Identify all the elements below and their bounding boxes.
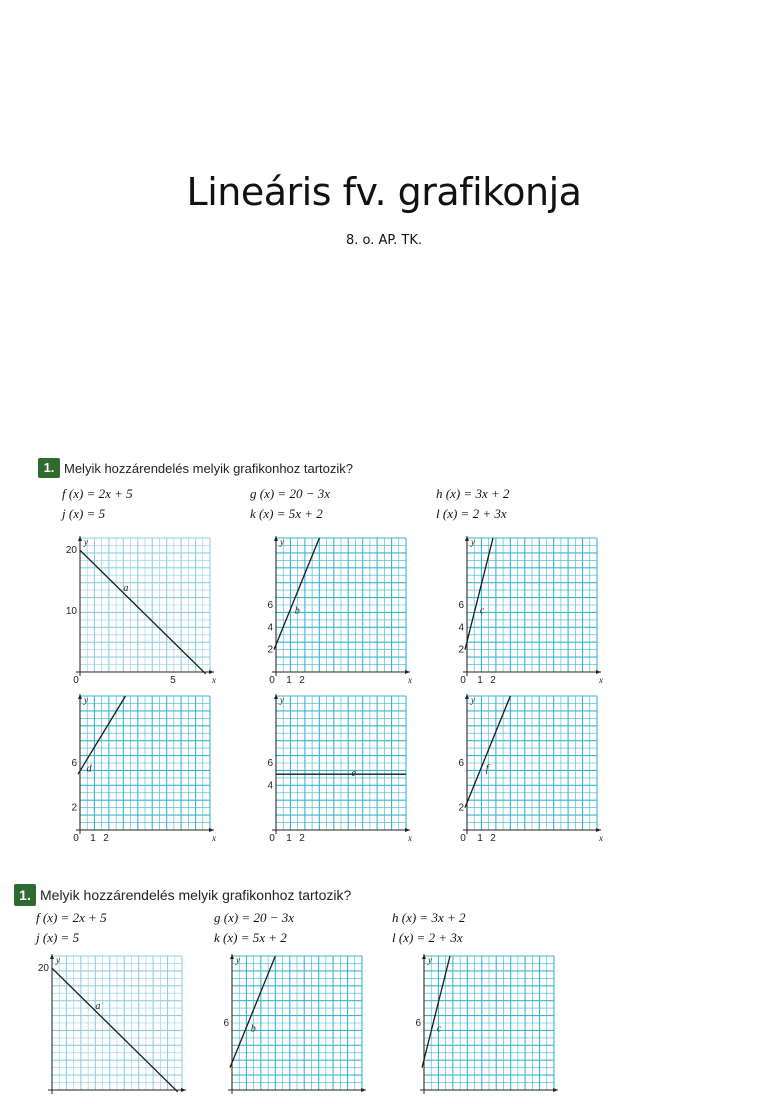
x-tick-label: 2 (299, 833, 305, 844)
y-tick-label: 6 (71, 758, 77, 769)
y-tick-label: 6 (267, 758, 273, 769)
y-axis-label: y (84, 537, 88, 547)
y-tick-label: 4 (267, 622, 273, 634)
x-axis-label: x (408, 675, 412, 685)
graph-a (38, 954, 190, 1104)
exercise-block (38, 458, 618, 853)
y-tick-label: 20 (37, 963, 49, 975)
x-tick-label: 1 (90, 833, 96, 844)
x-tick-label: 1 (286, 675, 292, 686)
graph-line (465, 696, 510, 808)
y-axis-label: y (236, 955, 240, 965)
y-tick-label: 2 (267, 644, 273, 656)
slide-title: Lineáris fv. grafikonja (186, 170, 582, 214)
y-tick-label: 6 (458, 600, 464, 611)
graph-c (410, 954, 562, 1104)
graph-label: c (479, 605, 485, 617)
graph-b (218, 954, 370, 1104)
x-axis-arrow (209, 828, 214, 832)
function-f: f (x) = 2x + 5 (36, 910, 107, 925)
graph-a (66, 536, 218, 686)
x-tick-label: 2 (103, 833, 109, 844)
y-tick-label: 2 (71, 802, 77, 814)
y-tick-label: 2 (458, 644, 464, 656)
y-tick-label: 6 (458, 758, 464, 769)
y-tick-label: 4 (458, 622, 464, 634)
graph-c (453, 536, 605, 686)
graph-label: f (485, 763, 489, 775)
x-tick-label: 0 (460, 833, 466, 844)
graph-label: b (250, 1023, 256, 1035)
x-axis-arrow (596, 828, 601, 832)
y-tick-label: 2 (458, 802, 464, 814)
graph-d (66, 694, 218, 844)
function-h: h (x) = 3x + 2 (436, 486, 510, 501)
y-tick-label: 6 (223, 1018, 229, 1029)
exercise-number: 1. (38, 458, 60, 478)
exercise-header (38, 458, 353, 478)
function-l: l (x) = 2 + 3x (436, 506, 507, 521)
y-axis-label: y (84, 695, 88, 705)
y-axis-label: y (471, 695, 475, 705)
x-axis-arrow (209, 670, 214, 674)
graph-f (453, 694, 605, 844)
y-tick-label: 20 (65, 545, 77, 557)
exercise-header (14, 884, 351, 906)
x-tick-label: 0 (269, 833, 275, 844)
graph-label: c (436, 1023, 442, 1035)
exercise-question: Melyik hozzárendelés melyik grafikonhoz tartozik? (64, 460, 354, 476)
x-axis-arrow (361, 1088, 366, 1092)
function-k: k (x) = 5x + 2 (214, 930, 287, 945)
graph-b (262, 536, 414, 686)
x-axis-label: x (408, 833, 412, 843)
x-axis-arrow (405, 828, 410, 832)
x-axis-arrow (553, 1088, 558, 1092)
x-tick-label: 0 (73, 833, 79, 844)
graph-label: a (95, 1000, 101, 1012)
y-axis-label: y (428, 955, 432, 965)
function-g: g (x) = 20 − 3x (214, 910, 294, 925)
y-tick-label: 6 (415, 1018, 421, 1029)
function-l: l (x) = 2 + 3x (392, 930, 463, 945)
graph-label: d (86, 763, 92, 775)
y-tick-label: 4 (267, 780, 273, 792)
function-f: f (x) = 2x + 5 (62, 486, 133, 501)
graph-e (262, 694, 414, 844)
x-tick-label: 0 (460, 675, 466, 686)
y-axis-label: y (471, 537, 475, 547)
graph-label: b (294, 605, 300, 617)
x-axis-label: x (212, 833, 216, 843)
x-tick-label: 2 (490, 675, 496, 686)
graph-line (274, 538, 319, 650)
x-axis-label: x (599, 833, 603, 843)
exercise-block-repeat (14, 884, 574, 1035)
x-tick-label: 1 (286, 833, 292, 844)
y-axis-label: y (280, 695, 284, 705)
exercise-question: Melyik hozzárendelés melyik grafikonhoz tartozik? (40, 887, 352, 903)
x-tick-label: 1 (477, 675, 483, 686)
x-axis-label: x (212, 675, 216, 685)
y-axis-label: y (56, 955, 60, 965)
graph-label: a (123, 582, 129, 594)
x-axis-arrow (405, 670, 410, 674)
y-axis-label: y (280, 537, 284, 547)
x-tick-label: 2 (299, 675, 305, 686)
exercise-number: 1. (14, 884, 36, 906)
graph-label: e (351, 768, 356, 780)
graph-line (230, 956, 275, 1068)
x-tick-label: 2 (490, 833, 496, 844)
x-axis-arrow (596, 670, 601, 674)
function-g: g (x) = 20 − 3x (250, 486, 330, 501)
x-tick-label: 0 (269, 675, 275, 686)
function-k: k (x) = 5x + 2 (250, 506, 323, 521)
function-j: j (x) = 5 (36, 930, 80, 945)
slide-subtitle: 8. o. AP. TK. (345, 233, 423, 248)
function-h: h (x) = 3x + 2 (392, 910, 466, 925)
x-tick-label: 0 (73, 675, 79, 686)
x-tick-label: 1 (477, 833, 483, 844)
x-tick-label: 5 (170, 675, 176, 686)
x-axis-label: x (599, 675, 603, 685)
x-axis-arrow (181, 1088, 186, 1092)
y-tick-label: 6 (267, 600, 273, 611)
y-tick-label: 10 (65, 606, 77, 618)
function-j: j (x) = 5 (62, 506, 106, 521)
